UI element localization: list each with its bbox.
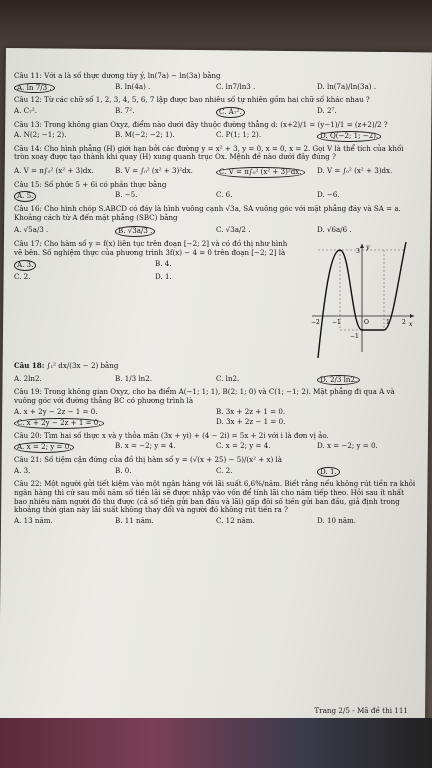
option-b: B. M(−2; −2; 1). — [115, 130, 175, 140]
option-b: B. ln(4a) . — [115, 81, 151, 91]
question-stem-end: bằng — [100, 360, 119, 370]
option-c — [216, 107, 317, 118]
option-c: C. ln7/ln3 . — [216, 81, 256, 91]
option-d: D. ln(7a)/ln(3a) . — [317, 81, 377, 91]
page-footer: Trang 2/5 - Mã đề thi 111 — [314, 706, 408, 715]
option-b — [115, 226, 216, 237]
question-stem: Câu 21: Số tiệm cận đứng của đồ thị hàm số y = (√(x + 25) − 5)/(x² + x) là — [14, 455, 283, 465]
option-a: A. x + 2y − 2z − 1 = 0. — [14, 406, 98, 416]
option-c — [14, 418, 216, 429]
option-b: B. −5. — [115, 190, 138, 200]
option-text: B. √3a/3 . — [118, 226, 153, 236]
option-a — [14, 83, 115, 94]
question-19 — [14, 388, 418, 429]
option-c: C. 6. — [216, 190, 233, 200]
question-21 — [14, 456, 418, 477]
option-d: D. 1. — [155, 271, 172, 281]
option-c: C. 2. — [14, 271, 31, 281]
option-text: D. Q(−2; 1; −2). — [320, 131, 379, 141]
option-b: B. 1/3 ln2. — [115, 373, 152, 383]
option-c — [216, 167, 317, 178]
tick-x-1: 1 — [386, 318, 390, 326]
answer-mark — [317, 375, 360, 386]
option-b: B. 11 năm. — [115, 515, 154, 525]
answer-mark — [216, 107, 245, 118]
y-axis-label: y — [366, 243, 370, 251]
tick-y-3: 3 — [356, 247, 360, 255]
option-c: C. x = 2; y = 4. — [216, 441, 271, 451]
tick-x-neg1: −1 — [332, 318, 341, 326]
question-22 — [14, 480, 418, 525]
y-axis-arrow — [360, 244, 364, 248]
option-c: C. ln2. — [216, 373, 240, 383]
answer-mark — [115, 226, 155, 237]
option-b: B. 0. — [115, 465, 132, 475]
answer-mark — [14, 418, 104, 429]
option-text: C. A₇². — [219, 106, 242, 116]
question-stem: Câu 16: Cho hình chóp S.ABCD có đáy là hình vuông cạnh √3a, SA vuông góc với mặt phẳng đáy và SA = a. Khoảng cách từ A đến mặt phẳng (SBC) bằng — [14, 204, 401, 222]
option-text: C. x + 2y − 2z + 1 = 0. — [17, 418, 101, 428]
question-stem: Câu 12: Từ các chữ số 1, 2, 3, 4, 5, 6, 7 lập được bao nhiêu số tự nhiên gồm hai chữ số khác nhau ? — [14, 95, 370, 105]
option-b: B. 4. — [155, 259, 172, 269]
option-text: A. x = 2; y = 0. — [17, 442, 72, 452]
option-d — [317, 131, 418, 142]
option-a: A. 13 năm. — [14, 515, 53, 525]
option-c: C. P(1; 1; 2). — [216, 130, 262, 140]
answer-mark — [14, 442, 74, 453]
x-axis-arrow — [410, 314, 414, 318]
option-text: A. ln 7/3 . — [17, 82, 52, 92]
option-d: D. 10 năm. — [317, 515, 357, 525]
answer-mark — [14, 191, 36, 202]
option-a: A. N(2; −1; 2). — [14, 130, 67, 140]
option-b: B. 7². — [115, 105, 135, 115]
question-12 — [14, 96, 418, 117]
answer-mark — [14, 260, 36, 271]
tick-x-neg2: −2 — [311, 318, 320, 326]
question-11 — [14, 72, 418, 93]
option-b: B. V = ∫₀² (x² + 3)²dx. — [115, 166, 193, 176]
question-stem: Câu 19: Trong không gian Oxyz, cho ba điểm A(−1; 1; 1), B(2; 1; 0) và C(1; −1; 2). Mặt phẳng đi qua A và vuông góc với đường thẳng BC có phương trình là — [14, 387, 395, 405]
option-text: A. 3. — [17, 260, 34, 270]
question-stem: Câu 13: Trong không gian Oxyz, điểm nào dưới đây thuộc đường thẳng d: (x+2)/1 = (y−1)/1 = (z+2)/2 ? — [14, 119, 388, 129]
option-a: A. √5a/3 . — [14, 225, 49, 235]
option-c: C. √3a/2 . — [216, 225, 251, 235]
option-c: C. 12 năm. — [216, 515, 255, 525]
option-d: D. 2⁷. — [317, 105, 337, 115]
question-stem: Câu 17: Cho hàm số y = f(x) liên tục trên đoạn [−2; 2] và có đồ thị như hình vẽ bên. Số nghiệm thực của phương trình 3f(x) − 4 = 0 trên đoạn [−2; 2] là — [14, 238, 288, 257]
tick-x-2: 2 — [402, 318, 406, 326]
question-16 — [14, 205, 418, 237]
option-d: D. V = ∫₀² (x² + 3)dx. — [317, 166, 393, 176]
answer-mark — [317, 467, 340, 478]
question-number: Câu 18: — [14, 360, 45, 370]
option-d — [317, 375, 418, 386]
integral-expression: ∫₁² dx/(3x − 2) — [46, 360, 99, 370]
option-b: B. 3x + 2z + 1 = 0. — [216, 406, 286, 416]
option-a: A. 2ln2. — [14, 373, 42, 383]
function-graph — [306, 240, 418, 358]
option-text: C. V = π∫₀² (x² + 3)²dx. — [219, 167, 302, 177]
option-a — [14, 191, 115, 202]
answer-mark — [216, 167, 305, 178]
origin-label: O — [364, 318, 369, 326]
option-text: A. 5. — [17, 191, 34, 201]
question-stem: Câu 15: Số phức 5 + 6i có phần thực bằng — [14, 179, 167, 189]
option-a: A. 3. — [14, 465, 31, 475]
question-17 — [14, 240, 418, 358]
answer-mark — [14, 83, 55, 94]
option-a — [14, 260, 155, 271]
question-20 — [14, 432, 418, 453]
option-text: D. 1. — [320, 466, 337, 476]
option-d: D. −6. — [317, 190, 340, 200]
tick-y-neg1: −1 — [350, 332, 359, 340]
option-d: D. 3x + 2z − 1 = 0. — [216, 417, 286, 427]
option-text: D. 2/3 ln2. — [320, 374, 358, 384]
option-c: C. 2. — [216, 465, 233, 475]
question-15 — [14, 181, 418, 202]
question-stem: Câu 20: Tìm hai số thực x và y thỏa mãn (3x + yi) + (4 − 2i) = 5x + 2i với i là đơn vị ảo. — [14, 430, 329, 440]
question-14 — [14, 145, 418, 178]
question-stem: Câu 11: Với a là số thực dương tùy ý, ln(7a) − ln(3a) bằng — [14, 71, 221, 80]
exam-page-content — [14, 72, 418, 529]
x-axis-label: x — [409, 320, 413, 328]
background-fabric — [0, 718, 432, 768]
option-d: D. √6a/6 . — [317, 225, 352, 235]
answer-mark — [317, 131, 381, 142]
option-d: D. x = −2; y = 0. — [317, 441, 378, 451]
option-b: B. x = −2; y = 4. — [115, 441, 176, 451]
question-stem: Câu 14: Cho hình phẳng (H) giới hạn bởi các đường y = x² + 3, y = 0, x = 0, x = 2. Gọi V là thể tích của khối tròn xoay được tạo thành khi quay (H) xung quanh trục Ox. Mệnh đề nào dưới đây đúng ? — [14, 143, 404, 162]
question-13 — [14, 121, 418, 142]
question-stem: Câu 22: Một người gửi tiết kiệm vào một ngân hàng với lãi suất 6,6%/năm. Biết rằng nếu không rút tiền ra khỏi ngân hàng thì cứ sau mỗi năm số tiền lãi sẽ được nhập vào vốn để tính lãi cho năm tiếp theo. Hỏi sau ít nhất bao nhiêu năm người đó thu được (cả số tiền gửi ban đầu và lãi) gấp đôi số tiền gửi ban đầu, giả định trong khoảng thời gian này lãi suất không thay đổi và người đó không rút tiền ra ? — [14, 479, 416, 515]
question-18 — [14, 362, 418, 385]
option-a: A. V = π∫₀² (x² + 3)dx. — [14, 166, 94, 176]
option-a — [14, 442, 115, 453]
option-d — [317, 467, 418, 478]
option-a: A. C₇². — [14, 105, 38, 115]
